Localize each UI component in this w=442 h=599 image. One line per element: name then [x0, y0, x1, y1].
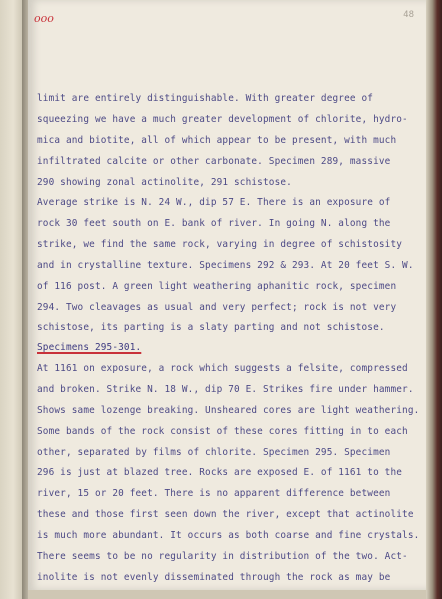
text-line: inolite is not evenly disseminated through the rock as may be: [37, 572, 391, 583]
text-line: and broken. Strike N. 18 W., dip 70 E. Strikes fire under hammer.: [37, 384, 414, 395]
notebook-page: [28, 0, 426, 590]
text-line: strike, we find the same rock, varying in degree of schistosity: [37, 239, 403, 250]
text-line: these and those first seen down the river, except that actinolite: [37, 509, 414, 520]
text-line: is much more abundant. It occurs as both coarse and fine crystals.: [37, 530, 420, 541]
corner-mark: ooo: [34, 12, 54, 25]
text-line: other, separated by films of chlorite. Specimen 295. Specimen: [37, 447, 391, 458]
text-line: rock 30 feet south on E. bank of river. In going N. along the: [37, 218, 391, 229]
text-line: of 116 post. A green light weathering aphanitic rock, specimen: [37, 281, 397, 292]
text-line: 290 showing zonal actinolite, 291 schistose.: [37, 177, 292, 188]
text-line: There seems to be no regularity in distribution of the two. Act-: [37, 551, 408, 562]
text-line: Average strike is N. 24 W., dip 57 E. There is an exposure of: [37, 197, 391, 208]
text-line: squeezing we have a much greater development of chlorite, hydro-: [37, 114, 408, 125]
text-line: and in crystalline texture. Specimens 292 & 293. At 20 feet S. W.: [37, 260, 414, 271]
text-line: schistose, its parting is a slaty parting and not schistose.: [37, 322, 385, 333]
text-line: Shows same lozenge breaking. Unsheared cores are light weathering.: [37, 405, 420, 416]
text-line: mica and biotite, all of which appear to be present, with much: [37, 135, 397, 146]
page-number: 48: [403, 10, 414, 20]
text-line: Some bands of the rock consist of these cores fitting in to each: [37, 426, 408, 437]
text-line: 296 is just at blazed tree. Rocks are exposed E. of 1161 to the: [37, 467, 403, 478]
page-bottom-edge: [28, 590, 426, 599]
left-page-edge: [0, 0, 22, 599]
text-line: infiltrated calcite or other carbonate. Specimen 289, massive: [37, 156, 391, 167]
specimens-heading: Specimens 295-301.: [37, 342, 142, 353]
text-line: limit are entirely distinguishable. With greater degree of: [37, 93, 374, 104]
text-line: At 1161 on exposure, a rock which suggests a felsite, compressed: [37, 363, 408, 374]
book-cover-edge: [426, 0, 442, 599]
text-line: 294. Two cleavages as usual and very perfect; rock is not very: [37, 302, 397, 313]
text-line: river, 15 or 20 feet. There is no apparent difference between: [37, 488, 391, 499]
